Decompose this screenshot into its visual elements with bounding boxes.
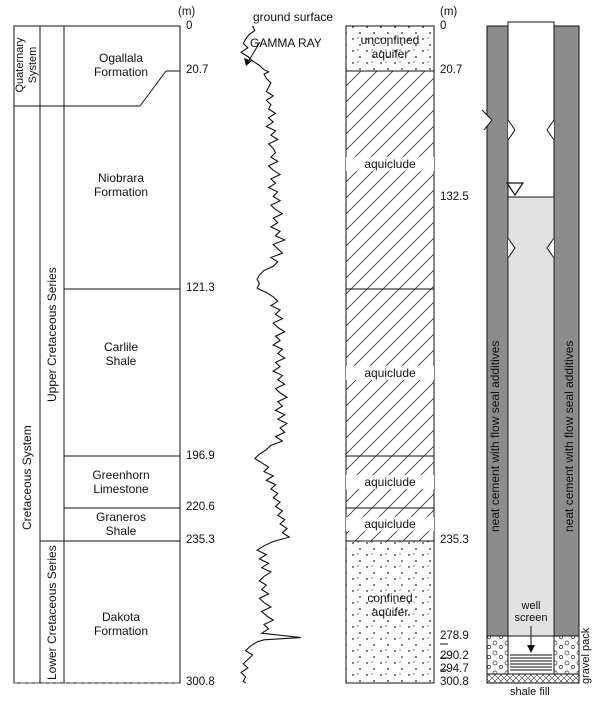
cretaceous-system-label: Cretaceous System — [20, 425, 34, 530]
water-column — [509, 197, 553, 636]
depth-right-5: 290.2 — [440, 650, 469, 662]
formation-label-dakota: Dakota Formation — [93, 610, 149, 638]
depth-right-1: 20.7 — [440, 64, 463, 76]
shale-fill-pattern — [487, 674, 579, 683]
formation-label-ogallala: Ogallala Formation — [93, 51, 149, 79]
depth-left-4: 220.6 — [186, 501, 215, 513]
depth-left-0: 0 — [186, 20, 193, 32]
formation-label-carlile: Carlile Shale — [103, 340, 138, 368]
gravel-pack-label: gravel pack — [580, 627, 592, 684]
formation-label-greenhorn: Greenhorn Limestone — [92, 468, 150, 496]
left-unit-label: (m) — [178, 6, 196, 18]
depth-right-0: 0 — [440, 20, 447, 32]
quaternary-system-label: Quaternary System — [14, 37, 39, 93]
depth-left-5: 235.3 — [186, 534, 215, 546]
aquiclude-fill — [346, 71, 434, 289]
hydro-label-aquiclude-2: aquiclude — [346, 366, 434, 380]
right-unit-label: (m) — [440, 6, 458, 18]
hydro-label-aquiclude-3: aquiclude — [346, 475, 434, 489]
depth-left-3: 196.9 — [186, 450, 215, 462]
hydro-label-aquiclude-4: aquiclude — [346, 517, 434, 531]
ground-surface-label: ground surface — [253, 10, 334, 24]
cement-label-right: neat cement with flow seal additives — [562, 340, 576, 532]
depth-right-3: 235.3 — [440, 534, 469, 546]
cement-label-left: neat cement with flow seal additives — [488, 340, 502, 532]
depth-right-2: 132.5 — [440, 191, 469, 203]
lower-cretaceous-series-label: Lower Cretaceous Series — [45, 545, 59, 680]
gamma-ray-label: GAMMA RAY — [250, 36, 322, 50]
depth-right-4: 278.9 — [440, 630, 469, 642]
hydro-label-confined-aquifer: confined aquifer — [367, 591, 413, 619]
hydro-column — [346, 26, 434, 683]
depth-left-2: 121.3 — [186, 282, 215, 294]
formation-label-graneros: Graneros Shale — [95, 510, 147, 538]
well-screen-label: well screen — [509, 600, 553, 624]
depth-right-7: 300.8 — [440, 676, 469, 688]
depth-right-6: 294.7 — [440, 663, 469, 675]
depth-left-6: 300.8 — [186, 676, 215, 688]
well-schematic — [440, 22, 579, 683]
depth-left-1: 20.7 — [186, 64, 209, 76]
hydro-label-unconfined-aquifer: unconfined aquifer — [360, 33, 420, 61]
hydro-label-aquiclude-1: aquiclude — [346, 157, 434, 171]
upper-cretaceous-series-label: Upper Cretaceous Series — [45, 267, 59, 402]
shale-fill-label: shale fill — [510, 686, 550, 698]
gamma-ray-log — [241, 26, 301, 683]
gamma-ray-trace — [241, 26, 301, 683]
formation-label-niobrara: Niobrara Formation — [93, 171, 149, 199]
